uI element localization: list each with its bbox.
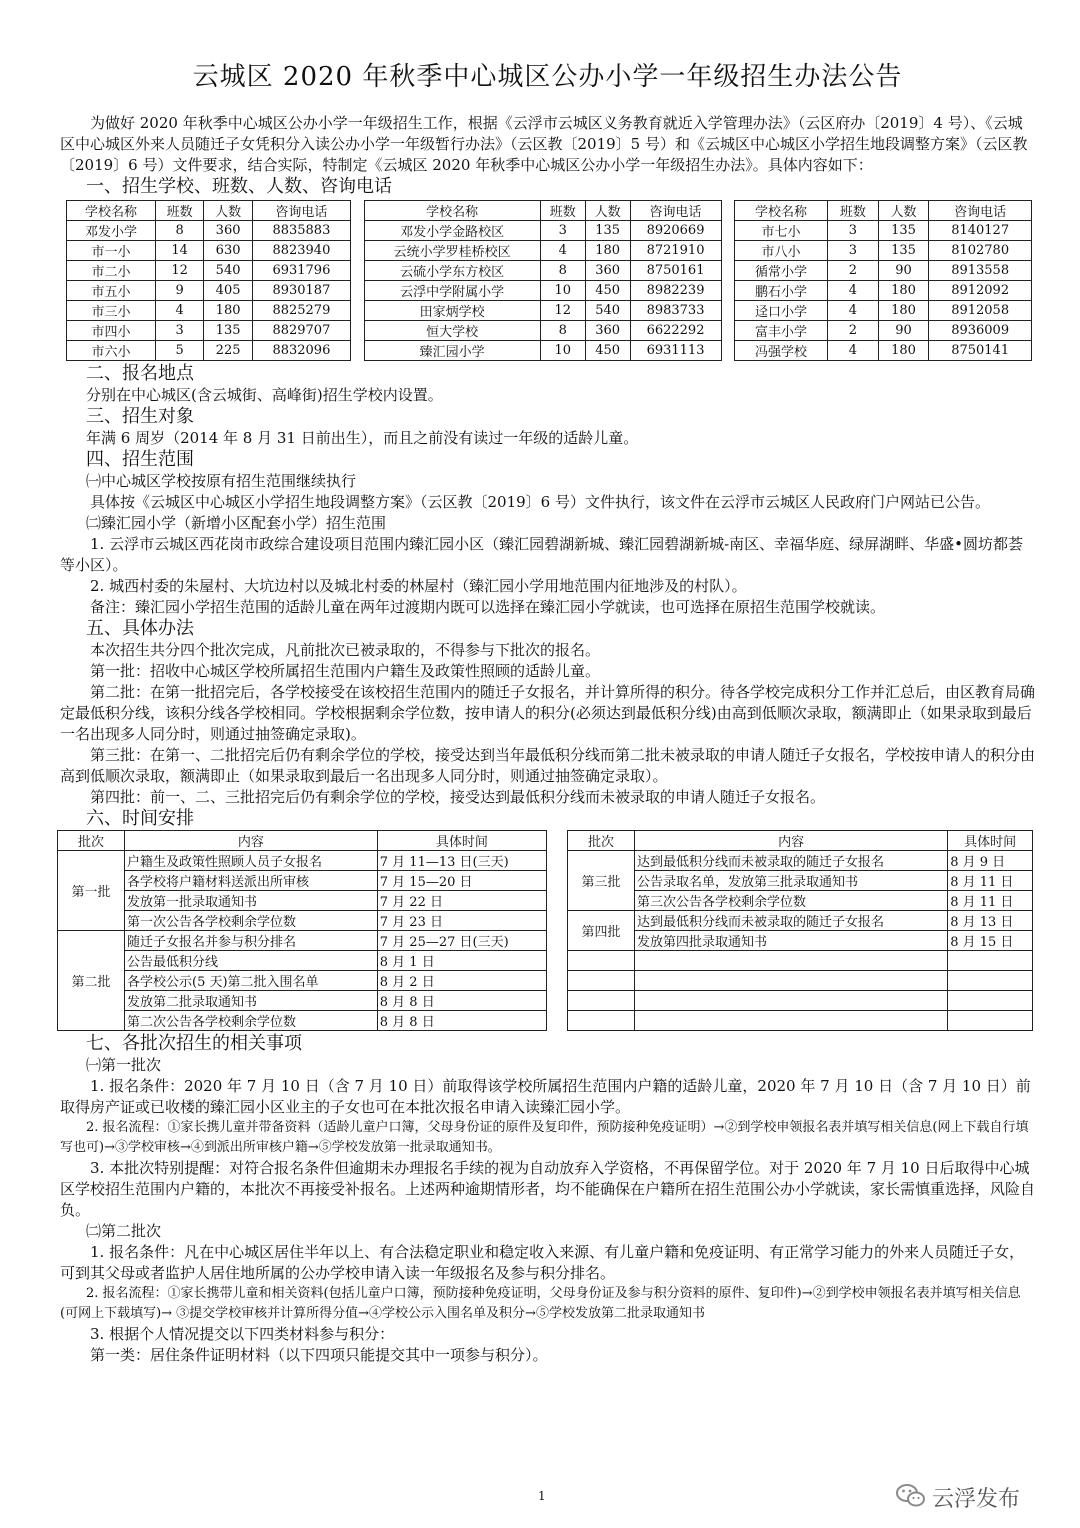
section-1-heading: 一、招生学校、班数、人数、咨询电话 (86, 176, 392, 197)
table-cell: 90 (878, 321, 929, 341)
empty-cell (635, 1011, 948, 1031)
table-cell: 鹏石小学 (735, 281, 828, 301)
table-row (735, 241, 1032, 261)
table-cell: 市四小 (67, 321, 156, 341)
section-3-text: 年满 6 周岁（2014 年 8 月 31 日前出生），而且之前没有读过一年级的适龄儿童。 (86, 429, 639, 447)
empty-cell (635, 951, 948, 971)
wechat-icon (896, 1483, 926, 1513)
table-cell: 4 (828, 281, 879, 301)
table-cell: 180 (878, 301, 929, 321)
table-cell: 市八小 (735, 241, 828, 261)
header-row (364, 201, 721, 221)
page-number: 1 (538, 1489, 546, 1503)
table-row (67, 281, 351, 301)
table-cell: 90 (878, 261, 929, 281)
empty-cell (635, 991, 948, 1011)
table-cell: 8823940 (252, 241, 350, 261)
section-4-a-text: 具体按《云城区中心城区小学招生地段调整方案》（云区教〔2019〕6 号）文件执行，该文件在云浮市云城区人民政府门户网站已公告。 (90, 493, 990, 511)
table-cell: 9 (155, 281, 203, 301)
empty-cell (948, 951, 1033, 971)
schedule-date: 7 月 23 日 (377, 911, 546, 931)
table-cell: 市一小 (67, 241, 156, 261)
schedule-content: 达到最低积分线而未被录取的随迁子女报名 (635, 851, 948, 871)
table-cell: 邓发小学 (67, 221, 156, 241)
table-cell: 12 (155, 261, 203, 281)
table-cell: 8829707 (252, 321, 350, 341)
table-cell: 市三小 (67, 301, 156, 321)
table-cell: 恒大学校 (364, 321, 540, 341)
header-row (58, 831, 547, 851)
table-row (364, 321, 721, 341)
header-row (67, 201, 351, 221)
table-row (568, 911, 1033, 931)
table-cell: 450 (585, 341, 630, 361)
table-row (67, 221, 351, 241)
table-header-cell: 批次 (568, 831, 635, 851)
schedule-date: 8 月 2 日 (377, 971, 546, 991)
table-cell: 630 (204, 241, 252, 261)
table-header-cell: 人数 (585, 201, 630, 221)
table-cell: 8835883 (252, 221, 350, 241)
schedule-date: 8 月 9 日 (948, 851, 1033, 871)
table-cell: 云硫小学东方校区 (364, 261, 540, 281)
table-cell: 8140127 (929, 221, 1032, 241)
empty-cell (635, 971, 948, 991)
schedule-content: 公告录取名单，发放第三批录取通知书 (635, 871, 948, 891)
section-4-b-note: 备注：臻汇园小学招生范围的适龄儿童在两年过渡期内既可以选择在臻汇园小学就读，也可选择在原招生范围学校就读。 (90, 598, 886, 616)
section-7-a-heading: ㈠第一批次 (86, 1056, 162, 1074)
table-cell: 405 (204, 281, 252, 301)
table-header-cell: 班数 (155, 201, 203, 221)
table-row (58, 951, 547, 971)
schedule-content: 发放第二批录取通知书 (125, 991, 378, 1011)
section-5-batch-2: 第二批：在第一批招完后，各学校接受在该校招生范围内的随迁子女报名，并计算所得的积分。待各学校完成积分工作并汇总后，由区教育局确定最低积分线，该积分线各学校相同。学校根据剩余学位数，按申请人的积分(必须达到最低积分线)由高到低顺次录取，额满即止（如果录取到最后一名出现多人同分时，则通过抽签确定录取)。 (60, 683, 1036, 743)
table-row (364, 261, 721, 281)
page-title: 云城区 2020 年秋季中心城区公办小学一年级招生办法公告 (192, 62, 903, 92)
empty-cell (568, 951, 635, 971)
table-header-cell: 人数 (204, 201, 252, 221)
table-cell: 540 (204, 261, 252, 281)
table-cell: 8930187 (252, 281, 350, 301)
table-cell: 360 (585, 261, 630, 281)
table-row (364, 341, 721, 361)
batch-cell: 第二批 (58, 931, 125, 1031)
table-cell: 臻汇园小学 (364, 341, 540, 361)
table-cell: 135 (878, 221, 929, 241)
table-row (735, 261, 1032, 281)
schedule-content: 第二次公告各学校剩余学位数 (125, 1011, 378, 1031)
table-header-cell: 咨询电话 (929, 201, 1032, 221)
section-4-b-heading: ㈡臻汇园小学（新增小区配套小学）招生范围 (86, 514, 387, 532)
header-row (735, 201, 1032, 221)
table-row (58, 991, 547, 1011)
table-cell: 6931113 (630, 341, 721, 361)
table-cell: 8 (540, 261, 585, 281)
table-cell: 8936009 (929, 321, 1032, 341)
table-cell: 360 (204, 221, 252, 241)
section-7-a-item-3: 3. 本批次特别提醒：对符合报名条件但逾期未办理报名手续的视为自动放弃入学资格，不再保留学位。对于 2020 年 7 月 10 日后取得中心城区学校招生范围内户籍的，本批次不再接受补报名。上述两种逾期情形者，均不能确保在户籍所在招生范围公办小学就读，家长需慎重选择，风险自负。 (60, 1159, 1036, 1219)
table-header-cell: 学校名称 (67, 201, 156, 221)
table-cell: 8832096 (252, 341, 350, 361)
schools-table-a (66, 200, 351, 361)
table-cell: 180 (585, 241, 630, 261)
table-cell: 邓发小学金路校区 (364, 221, 540, 241)
table-header-cell: 学校名称 (364, 201, 540, 221)
table-row (58, 871, 547, 891)
section-4-a-heading: ㈠中心城区学校按原有招生范围继续执行 (86, 472, 357, 490)
table-cell: 4 (828, 341, 879, 361)
table-cell: 180 (878, 341, 929, 361)
schedule-date: 8 月 11 日 (948, 871, 1033, 891)
table-row (735, 301, 1032, 321)
schedule-content: 达到最低积分线而未被录取的随迁子女报名 (635, 911, 948, 931)
empty-cell (948, 971, 1033, 991)
table-row (568, 891, 1033, 911)
intro-paragraph: 为做好 2020 年秋季中心城区公办小学一年级招生工作，根据《云浮市云城区义务教育就近入学管理办法》（云区府办〔2019〕4 号）、《云城区中心城区外来人员随迁子女凭积分入读公办小学一年级暂行办法》（云区教〔2019〕5 号）和《云城区中心城区小学招生地段调整方案》（云区教〔2019〕6 号）文件要求，结合实际，特制定《云城区 2020 年秋季中心城区公办小学一年级招生办法》。具体内容如下： (60, 114, 1028, 174)
schools-table-c (734, 200, 1032, 361)
table-cell: 12 (540, 301, 585, 321)
table-cell: 3 (540, 221, 585, 241)
table-header-cell: 内容 (125, 831, 378, 851)
empty-row (568, 1011, 1033, 1031)
table-row (67, 241, 351, 261)
table-cell: 8983733 (630, 301, 721, 321)
schedule-date: 8 月 13 日 (948, 911, 1033, 931)
schedule-date: 7 月 25—27 日(三天) (377, 931, 546, 951)
table-cell: 8750161 (630, 261, 721, 281)
section-4-b-item-2: 2. 城西村委的朱屋村、大坑边村以及城北村委的林屋村（臻汇园小学用地范围内征地涉及的村队）。 (90, 577, 747, 595)
table-cell: 8913558 (929, 261, 1032, 281)
schedule-date: 7 月 22 日 (377, 891, 546, 911)
table-row (364, 281, 721, 301)
table-cell: 14 (155, 241, 203, 261)
section-7-b-heading: ㈡第二批次 (86, 1222, 162, 1240)
table-cell: 8750141 (929, 341, 1032, 361)
table-cell: 8721910 (630, 241, 721, 261)
section-4-b-item-1: 1. 云浮市云城区西花岗市政综合建设项目范围内臻汇园小区（臻汇园碧湖新城、臻汇园碧湖新城-南区、幸福华庭、绿屏湖畔、华盛•圆坊都荟等小区）。 (60, 535, 1024, 574)
table-row (364, 301, 721, 321)
table-cell: 8102780 (929, 241, 1032, 261)
table-header-cell: 人数 (878, 201, 929, 221)
section-3-heading: 三、招生对象 (86, 406, 194, 427)
table-cell: 10 (540, 281, 585, 301)
schedule-content: 第三次公告各学校剩余学位数 (635, 891, 948, 911)
brand-name: 云浮发布 (932, 1487, 1021, 1512)
table-cell: 8 (540, 321, 585, 341)
table-row (58, 1011, 547, 1031)
empty-cell (948, 991, 1033, 1011)
table-cell: 4 (540, 241, 585, 261)
table-row (58, 911, 547, 931)
batch-cell: 第一批 (58, 851, 125, 931)
schools-table-b (364, 200, 722, 361)
table-header-cell: 班数 (828, 201, 879, 221)
table-cell: 3 (828, 241, 879, 261)
table-cell: 360 (585, 321, 630, 341)
table-row (67, 321, 351, 341)
section-7-b-item-3: 3. 根据个人情况提交以下四类材料参与积分： (90, 1325, 395, 1343)
document-page (60, 52, 1035, 1366)
table-cell: 540 (585, 301, 630, 321)
table-row (58, 971, 547, 991)
table-header-cell: 批次 (58, 831, 125, 851)
table-header-cell: 咨询电话 (252, 201, 350, 221)
table-cell: 180 (204, 301, 252, 321)
section-6-heading: 六、时间安排 (86, 808, 194, 829)
table-cell: 冯强学校 (735, 341, 828, 361)
table-header-cell: 班数 (540, 201, 585, 221)
table-cell: 2 (828, 321, 879, 341)
brand-watermark (896, 1482, 1020, 1513)
table-cell: 云统小学罗桂桥校区 (364, 241, 540, 261)
empty-row (568, 991, 1033, 1011)
schedule-date: 8 月 1 日 (377, 951, 546, 971)
section-5-p0: 本次招生共分四个批次完成，凡前批次已被录取的，不得参与下批次的报名。 (90, 641, 601, 659)
table-row (735, 281, 1032, 301)
table-row (58, 931, 547, 951)
section-2-heading: 二、报名地点 (86, 363, 194, 384)
table-row (67, 261, 351, 281)
schedule-content: 各学校公示(5 天)第二批入围名单 (125, 971, 378, 991)
schedule-table-left (57, 830, 547, 1031)
table-cell: 云浮中学附属小学 (364, 281, 540, 301)
table-row (364, 241, 721, 261)
table-cell: 3 (828, 221, 879, 241)
section-7-heading: 七、各批次招生的相关事项 (86, 1033, 302, 1054)
schedule-content: 第一次公告各学校剩余学位数 (125, 911, 378, 931)
table-cell: 循常小学 (735, 261, 828, 281)
section-7-b-item-4: 第一类：居住条件证明材料（以下四项只能提交其中一项参与积分）。 (90, 1346, 548, 1364)
table-cell: 8825279 (252, 301, 350, 321)
empty-row (568, 971, 1033, 991)
table-row (364, 221, 721, 241)
table-cell: 8912092 (929, 281, 1032, 301)
table-row (58, 891, 547, 911)
table-header-cell: 具体时间 (948, 831, 1033, 851)
table-row (568, 851, 1033, 871)
table-cell: 180 (878, 281, 929, 301)
table-cell: 450 (585, 281, 630, 301)
empty-row (568, 951, 1033, 971)
schedule-content: 各学校将户籍材料送派出所审核 (125, 871, 378, 891)
schedule-date: 7 月 15—20 日 (377, 871, 546, 891)
table-cell: 3 (155, 321, 203, 341)
empty-cell (568, 971, 635, 991)
table-row (58, 851, 547, 871)
schedule-date: 8 月 11 日 (948, 891, 1033, 911)
table-cell: 4 (155, 301, 203, 321)
section-5-batch-3: 第三批：在第一、二批招完后仍有剩余学位的学校，接受达到当年最低积分线而第二批未被录取的申请人随迁子女报名，学校按申请人的积分由高到低顺次录取，额满即止（如果录取到最后一名出现多人同分时，则通过抽签确定录取）。 (60, 746, 1036, 785)
schools-tables (66, 200, 1032, 361)
section-7-b-item-1: 1. 报名条件：凡在中心城区居住半年以上、有合法稳定职业和稳定收入来源、有儿童户籍和免疫证明、有正常学习能力的外来人员随迁子女，可到其父母或者监护人居住地所属的公办学校申请入读一年级报名及参与积分排名。 (60, 1243, 1025, 1282)
table-cell: 2 (828, 261, 879, 281)
table-cell: 富丰小学 (735, 321, 828, 341)
schedule-tables (57, 830, 1033, 1031)
table-row (735, 321, 1032, 341)
table-cell: 6622292 (630, 321, 721, 341)
table-cell: 10 (540, 341, 585, 361)
schedule-content: 公告最低积分线 (125, 951, 378, 971)
table-cell: 5 (155, 341, 203, 361)
table-cell: 8920669 (630, 221, 721, 241)
table-header-cell: 具体时间 (377, 831, 546, 851)
table-cell: 8982239 (630, 281, 721, 301)
table-row (568, 871, 1033, 891)
section-4-heading: 四、招生范围 (86, 449, 194, 470)
empty-cell (568, 991, 635, 1011)
table-header-cell: 内容 (635, 831, 948, 851)
schedule-content: 随迁子女报名并参与积分排名 (125, 931, 378, 951)
section-7-a-item-2: 2. 报名流程：①家长携儿童并带备资料（适龄儿童户口簿，父母身份证的原件及复印件，预防接种免疫证明）→②到学校申领报名表并填写相关信息(网上下载自行填写也可)→③学校审核→④到派出所审核户籍→⑤学校发放第一批录取通知书。 (60, 1120, 1029, 1155)
table-cell: 迳口小学 (735, 301, 828, 321)
table-cell: 8912058 (929, 301, 1032, 321)
table-cell: 225 (204, 341, 252, 361)
schedule-content: 发放第四批录取通知书 (635, 931, 948, 951)
schedule-table-right (567, 830, 1033, 1031)
schedule-content: 户籍生及政策性照顾人员子女报名 (125, 851, 378, 871)
table-cell: 135 (878, 241, 929, 261)
schedule-date: 7 月 11—13 日(三天) (377, 851, 546, 871)
table-cell: 4 (828, 301, 879, 321)
schedule-date: 8 月 8 日 (377, 1011, 546, 1031)
section-5-batch-1: 第一批：招收中心城区学校所属招生范围内户籍生及政策性照顾的适龄儿童。 (90, 662, 601, 680)
schedule-date: 8 月 15 日 (948, 931, 1033, 951)
empty-cell (948, 1011, 1033, 1031)
table-cell: 8 (155, 221, 203, 241)
table-cell: 市六小 (67, 341, 156, 361)
table-row (67, 341, 351, 361)
table-cell: 135 (585, 221, 630, 241)
table-cell: 田家炳学校 (364, 301, 540, 321)
table-header-cell: 学校名称 (735, 201, 828, 221)
schedule-content: 发放第一批录取通知书 (125, 891, 378, 911)
table-row (568, 931, 1033, 951)
batch-cell: 第三批 (568, 851, 635, 911)
section-5-heading: 五、具体办法 (86, 618, 194, 639)
table-cell: 6931796 (252, 261, 350, 281)
section-2-text: 分别在中心城区(含云城街、高峰街)招生学校内设置。 (86, 386, 443, 404)
section-7-b-item-2: 2. 报名流程：①家长携带儿童和相关资料(包括儿童户口簿，预防接种免疫证明，父母身份证及参与积分资料的原件、复印件)→②到学校申领报名表并填写相关信息(可网上下载填写)→ ③提交学校审核并计算所得分值→④学校公示入围名单及积分→⑤学校发放第二批录取通知书 (60, 1286, 1021, 1321)
table-cell: 市二小 (67, 261, 156, 281)
section-7-a-item-1: 1. 报名条件：2020 年 7 月 10 日（含 7 月 10 日）前取得该学校所属招生范围内户籍的适龄儿童，2020 年 7 月 10 日（含 7 月 10 日）前取得房产证或已收楼的臻汇园小区业主的子女也可在本批次报名申请入读臻汇园小学。 (60, 1077, 1031, 1116)
table-cell: 市五小 (67, 281, 156, 301)
section-5-batch-4: 第四批：前一、二、三批招完后仍有剩余学位的学校，接受达到最低积分线而未被录取的申请人随迁子女报名。 (90, 788, 826, 806)
table-row (67, 301, 351, 321)
table-row (735, 221, 1032, 241)
schedule-date: 8 月 8 日 (377, 991, 546, 1011)
table-cell: 135 (204, 321, 252, 341)
header-row (568, 831, 1033, 851)
table-row (735, 341, 1032, 361)
table-header-cell: 咨询电话 (630, 201, 721, 221)
batch-cell: 第四批 (568, 911, 635, 951)
empty-cell (568, 1011, 635, 1031)
table-cell: 市七小 (735, 221, 828, 241)
